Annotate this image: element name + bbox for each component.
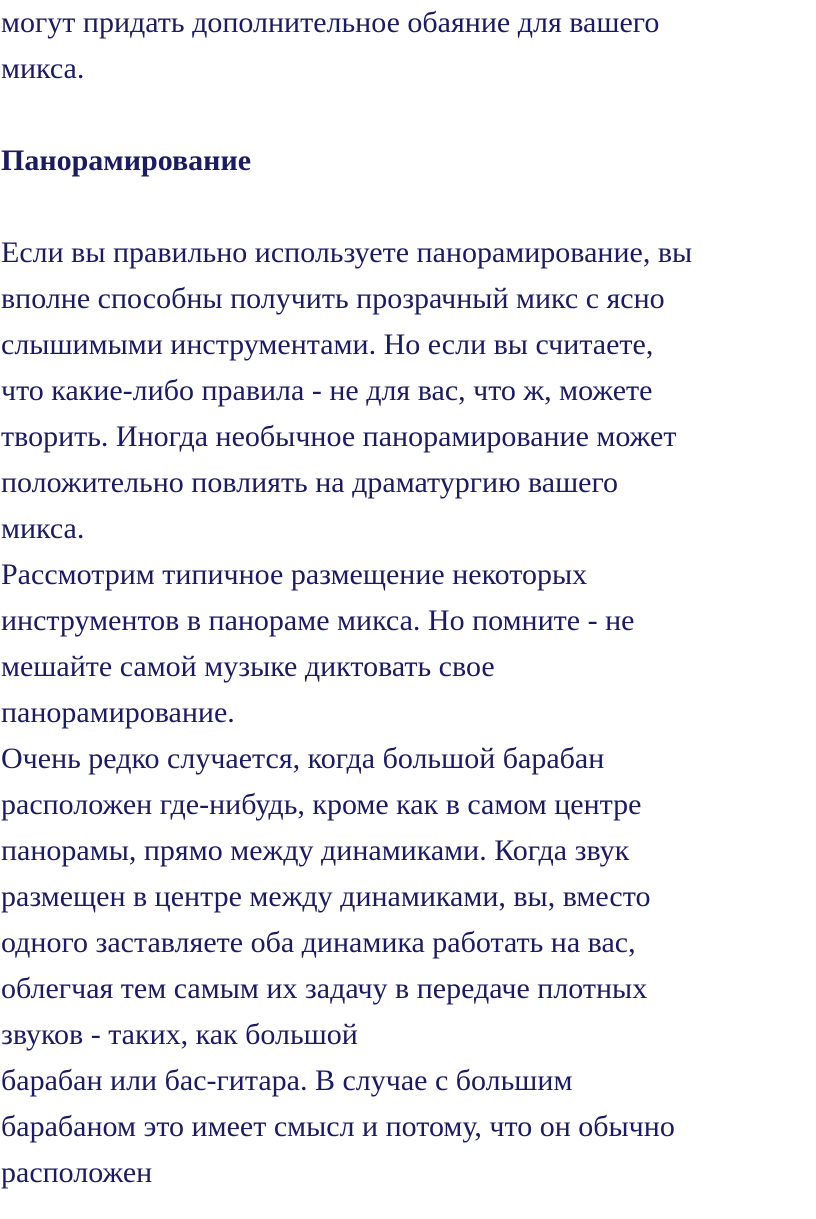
intro-line-1: могут придать дополнительное обаяние для вашего — [1, 6, 660, 39]
body-line-5: творить. Иногда необычное панорамирование может — [1, 420, 677, 453]
body-line-21: расположен — [1, 1156, 153, 1189]
body-line-17: облегчая тем самым их задачу в передаче плотных — [1, 972, 648, 1005]
body-line-14: панорамы, прямо между динамиками. Когда звук — [1, 834, 630, 867]
body-line-13: расположен где-нибудь, кроме как в самом центре — [1, 788, 642, 821]
body-line-10: мешайте самой музыке диктовать свое — [1, 650, 495, 683]
body-line-9: инструментов в панораме микса. Но помните - не — [1, 604, 635, 637]
body-line-8: Рассмотрим типичное размещение некоторых — [1, 558, 588, 591]
section-heading: Панорамирование — [1, 144, 252, 177]
body-line-19: барабан или бас-гитара. В случае с большим — [1, 1064, 573, 1097]
body-line-18: звуков - таких, как большой — [1, 1018, 358, 1051]
body-line-15: размещен в центре между динамиками, вы, вместо — [1, 880, 651, 913]
body-line-4: что какие-либо правила - не для вас, что ж, можете — [1, 374, 653, 407]
body-line-2: вполне способны получить прозрачный микс с ясно — [1, 282, 665, 315]
body-line-11: панорамирование. — [1, 696, 235, 729]
body-line-3: слышимыми инструментами. Но если вы считаете, — [1, 328, 654, 361]
body-line-6: положительно повлиять на драматургию вашего — [1, 466, 619, 499]
body-line-1: Если вы правильно используете панорамирование, вы — [1, 236, 693, 269]
body-line-16: одного заставляете оба динамика работать на вас, — [1, 926, 636, 959]
body-line-12: Очень редко случается, когда большой барабан — [1, 742, 605, 775]
body-line-20: барабаном это имеет смысл и потому, что он обычно — [1, 1110, 675, 1143]
body-line-7: микса. — [1, 512, 85, 545]
intro-line-2: микса. — [1, 52, 85, 85]
